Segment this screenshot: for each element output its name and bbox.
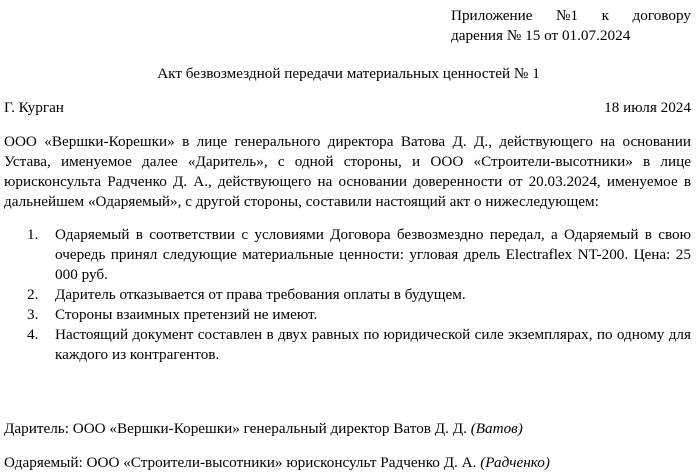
intro-paragraph: ООО «Вершки-Корешки» в лице генерального директора Ватова Д. Д., действующего на основании Устава, именуемое далее «Даритель», с одной стороны, и ООО «Строители-высотники» в лице юрисконсульта Радченко Д. А., действующего на основании доверенности от 20.03.2024, именуемое в дальнейшем «Одаряемый», с другой стороны, составили настоящий акт о нижеследующем: <box>4 133 691 210</box>
recipient-text: Одаряемый: ООО «Строители-высотники» юрисконсульт Радченко Д. А. <box>4 454 477 471</box>
list-item <box>4 325 691 365</box>
list-item-number: 4. <box>27 326 39 343</box>
annex-line-1 <box>451 6 691 26</box>
list-item-text: Стороны взаимных претензий не имеют. <box>55 306 318 323</box>
annex-line-2: дарения № 15 от 01.07.2024 <box>451 27 631 44</box>
list-item-text: Одаряемый в соответствии с условиями Договора безвозмездно передал, а Одаряемый в свою очередь принял следующие материальные ценности: угловая дрель Electraflex NT-200. Цена: 25 000 руб. <box>55 226 691 283</box>
list-item <box>4 285 691 305</box>
donor-text: Даритель: ООО «Вершки-Корешки» генеральный директор Ватов Д. Д. <box>4 420 467 437</box>
list-item-number: 3. <box>27 306 39 323</box>
annex-header <box>451 6 691 46</box>
document-title: Акт безвозмездной передачи материальных ценностей № 1 <box>157 65 540 82</box>
annex-word: №1 <box>556 7 579 24</box>
recipient-signature-line <box>4 453 550 473</box>
place: Г. Курган <box>4 99 64 116</box>
list-item-text: Даритель отказывается от права требования оплаты в будущем. <box>55 286 466 303</box>
donor-signature-line <box>4 419 523 439</box>
list-item-text: Настоящий документ составлен в двух равных по юридической силе экземплярах, по одному для каждого из контрагентов. <box>55 326 691 363</box>
place-date-row <box>4 98 691 118</box>
list-item-number: 2. <box>27 286 39 303</box>
annex-word: к <box>601 7 610 24</box>
recipient-signature: (Радченко) <box>480 454 550 471</box>
list-item <box>4 225 691 285</box>
annex-word: Приложение <box>451 7 533 24</box>
donor-signature: (Ватов) <box>470 420 523 437</box>
list-item-number: 1. <box>27 226 39 243</box>
list-item <box>4 305 691 325</box>
terms-list <box>4 225 691 365</box>
annex-word: договору <box>632 7 691 24</box>
date: 18 июля 2024 <box>604 99 691 116</box>
